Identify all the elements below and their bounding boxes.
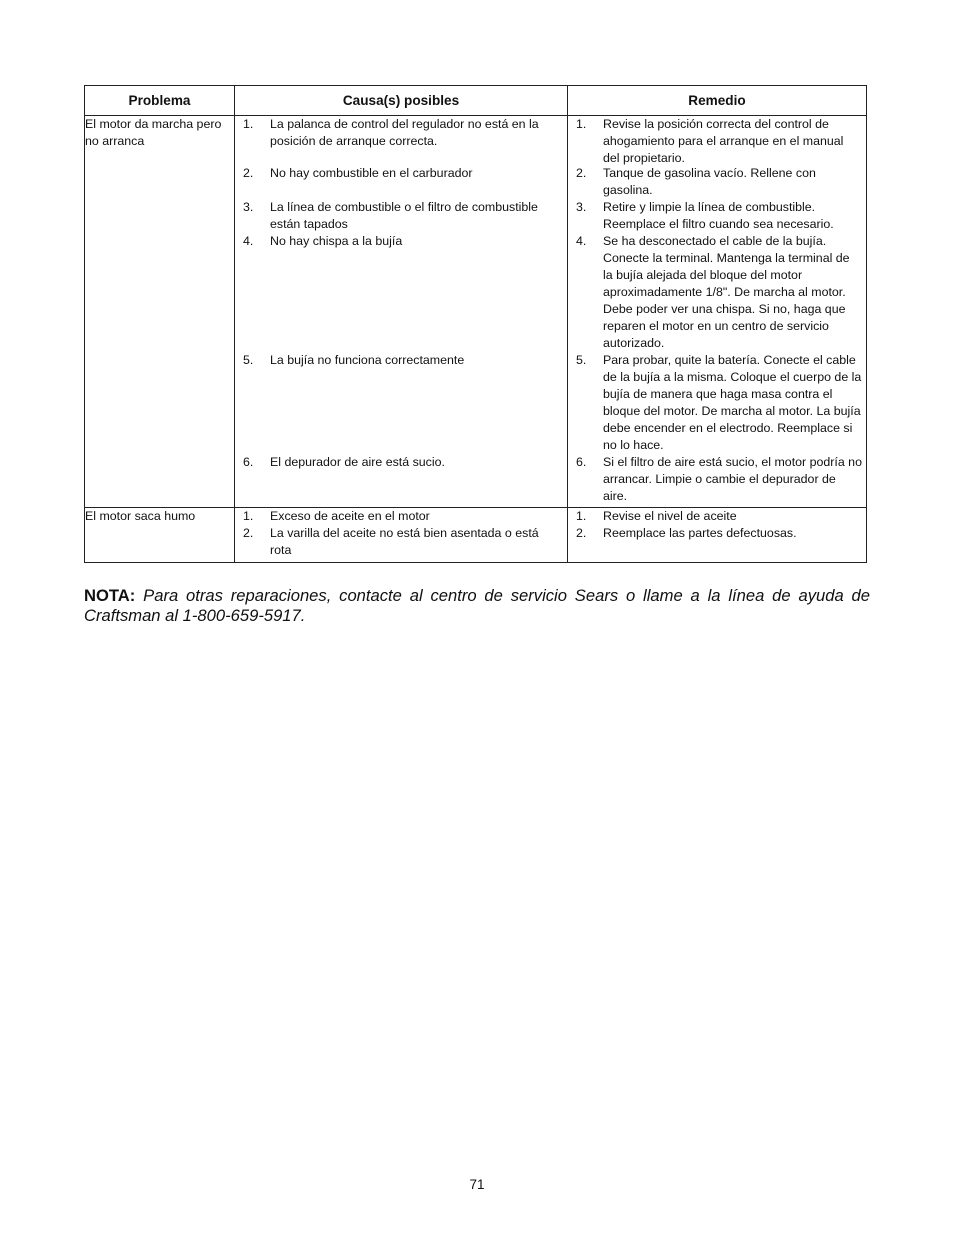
item-number: 1. xyxy=(576,509,587,523)
remedy-item xyxy=(568,199,866,233)
cause-item xyxy=(235,352,567,454)
remedies-cell xyxy=(568,116,867,508)
cause-item xyxy=(235,165,567,199)
remedy-item xyxy=(568,525,866,542)
causes-cell xyxy=(235,508,568,563)
item-number: 2. xyxy=(576,166,587,180)
item-text: El depurador de aire está sucio. xyxy=(270,455,445,469)
problem-cell: El motor da marcha pero no arranca xyxy=(85,116,235,508)
cause-item xyxy=(235,199,567,233)
item-text: Para probar, quite la batería. Conecte el cable de la bujía a la misma. Coloque el cuerpo de la bujía de manera que haga masa contra el bloque del motor. De marcha al motor. La bujía debe encender en el electrodo. Reemplace si no lo hace. xyxy=(603,353,862,452)
item-text: La bujía no funciona correctamente xyxy=(270,353,465,367)
causes-cell xyxy=(235,116,568,508)
remedy-item xyxy=(568,508,866,525)
table-row xyxy=(85,116,867,508)
problem-cell: El motor saca humo xyxy=(85,508,235,563)
cause-item xyxy=(235,454,567,505)
remedy-item xyxy=(568,454,866,505)
item-text: La palanca de control del regulador no está en la posición de arranque correcta. xyxy=(270,117,539,148)
item-number: 4. xyxy=(576,234,587,248)
item-number: 6. xyxy=(243,455,254,469)
item-text: Retire y limpie la línea de combustible. Reemplace el filtro cuando sea necesario. xyxy=(603,200,834,231)
item-text: La línea de combustible o el filtro de combustible están tapados xyxy=(270,200,538,231)
item-text: Tanque de gasolina vacío. Rellene con gasolina. xyxy=(603,166,816,197)
item-text: Si el filtro de aire está sucio, el motor podría no arrancar. Limpie o cambie el depurador de aire. xyxy=(603,455,862,503)
item-number: 2. xyxy=(576,526,587,540)
item-number: 5. xyxy=(576,353,587,367)
item-text: Se ha desconectado el cable de la bujía. Conecte la terminal. Mantenga la terminal de la bujía alejada del bloque del motor aproximadamente 1/8". De marcha al motor. Debe poder ver una chispa. Si no, haga que reparen el motor en un centro de servicio autorizado. xyxy=(603,234,850,350)
item-number: 5. xyxy=(243,353,254,367)
item-text: No hay combustible en el carburador xyxy=(270,166,473,180)
cause-item xyxy=(235,233,567,352)
item-text: Revise la posición correcta del control de ahogamiento para el arranque en el manual del propietario. xyxy=(603,117,844,165)
table-header-row xyxy=(85,86,867,116)
header-remedio: Remedio xyxy=(568,86,867,116)
remedy-item xyxy=(568,116,866,165)
item-number: 1. xyxy=(243,509,254,523)
item-text: No hay chispa a la bujía xyxy=(270,234,403,248)
header-causas: Causa(s) posibles xyxy=(235,86,568,116)
item-text: Reemplace las partes defectuosas. xyxy=(603,526,797,540)
item-text: Exceso de aceite en el motor xyxy=(270,509,430,523)
item-number: 3. xyxy=(243,200,254,214)
note-label: NOTA: xyxy=(84,585,136,605)
service-note xyxy=(84,586,870,626)
item-text: Revise el nivel de aceite xyxy=(603,509,737,523)
troubleshooting-table xyxy=(84,85,867,563)
cause-item xyxy=(235,525,567,559)
cause-item xyxy=(235,116,567,165)
item-number: 1. xyxy=(243,117,254,131)
item-text: La varilla del aceite no está bien asentada o está rota xyxy=(270,526,539,557)
item-number: 1. xyxy=(576,117,587,131)
remedy-item xyxy=(568,165,866,199)
table-row xyxy=(85,508,867,563)
header-problema: Problema xyxy=(85,86,235,116)
remedy-item xyxy=(568,233,866,352)
page-number: 71 xyxy=(469,1177,485,1192)
remedy-item xyxy=(568,352,866,454)
item-number: 3. xyxy=(576,200,587,214)
item-number: 2. xyxy=(243,526,254,540)
item-number: 6. xyxy=(576,455,587,469)
remedies-cell xyxy=(568,508,867,563)
cause-item xyxy=(235,508,567,525)
note-text: Para otras reparaciones, contacte al centro de servicio Sears o llame a la línea de ayuda de Craftsman al 1-800-659-5917. xyxy=(84,585,870,625)
item-number: 4. xyxy=(243,234,254,248)
item-number: 2. xyxy=(243,166,254,180)
